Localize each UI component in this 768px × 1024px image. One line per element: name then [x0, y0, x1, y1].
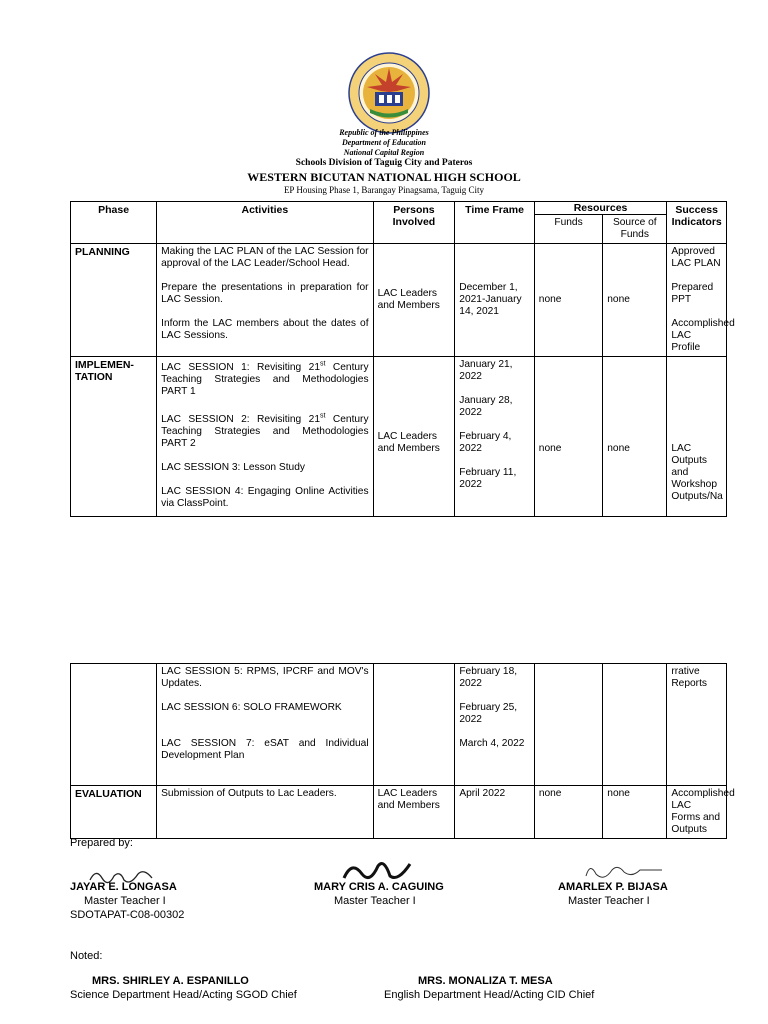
evaluation-activity: Submission of Outputs to Lac Leaders. — [157, 786, 373, 839]
phase-planning: PLANNING — [71, 244, 157, 357]
time-3: February 4, 2022 — [459, 431, 512, 454]
evaluation-funds: none — [534, 786, 602, 839]
implementation-persons: LAC Leaders and Members — [373, 357, 455, 517]
planning-activities — [157, 244, 373, 357]
noted-name-1: MRS. SHIRLEY A. ESPANILLO — [92, 975, 249, 987]
header-resources: Resources — [534, 202, 667, 215]
phase-evaluation: EVALUATION — [71, 786, 157, 839]
prepared-name-3: AMARLEX P. BIJASA — [558, 881, 668, 893]
time-5: February 18, 2022 — [459, 666, 518, 689]
session-5: LAC SESSION 5: RPMS, IPCRF and MOV's Updates. — [161, 666, 369, 689]
header-activities: Activities — [157, 202, 373, 244]
implementation-activities — [157, 357, 373, 517]
noted-name-2: MRS. MONALIZA T. MESA — [418, 975, 553, 987]
header-phase: Phase — [71, 202, 157, 244]
planning-indicator-3: Accomplished LAC Profile — [671, 318, 735, 353]
noted-title-1: Science Department Head/Acting SGOD Chief — [70, 989, 297, 1001]
evaluation-indicator: Accomplished LAC Forms and Outputs — [667, 786, 727, 839]
planning-activity-1: Making the LAC PLAN of the LAC Session for approval of the LAC Leader/School Head. — [161, 246, 369, 269]
planning-indicator-2: Prepared PPT — [671, 282, 714, 305]
header-source: Source of Funds — [603, 215, 667, 244]
table-row-evaluation — [71, 786, 727, 839]
implementation-funds-cont — [534, 664, 602, 786]
session-1: LAC SESSION 1: Revisiting 21st Century Teaching Strategies and Methodologies PART 1 — [161, 361, 369, 398]
republic-line: Republic of the Philippines — [339, 128, 429, 137]
school-name: WESTERN BICUTAN NATIONAL HIGH SCHOOL — [247, 170, 521, 184]
school-address: EP Housing Phase 1, Barangay Pinagsama, Taguig City — [283, 185, 485, 195]
time-1: January 21, 2022 — [459, 359, 513, 382]
header-time-frame: Time Frame — [455, 202, 535, 244]
planning-time: December 1, 2021-January 14, 2021 — [455, 244, 535, 357]
planning-indicators — [667, 244, 735, 357]
implementation-activities-cont — [157, 664, 373, 786]
implementation-times — [455, 357, 535, 517]
implementation-funds: none — [534, 357, 602, 517]
implementation-indicator-cont: rrative Reports — [667, 664, 727, 786]
header-funds: Funds — [534, 215, 602, 244]
phase-implementation-cont — [71, 664, 157, 786]
department-line: Department of Education — [341, 138, 426, 147]
table-header-row — [71, 202, 727, 215]
planning-activity-2: Prepare the presentations in preparation for LAC Session. — [161, 282, 369, 305]
phase-implementation: IMPLEMEN-TATION — [71, 357, 157, 517]
prepared-title-3: Master Teacher I — [568, 895, 650, 907]
planning-persons: LAC Leaders and Members — [373, 244, 455, 357]
time-7: March 4, 2022 — [459, 738, 525, 749]
implementation-indicator: LAC Outputs and Workshop Outputs/Na — [667, 357, 727, 517]
session-7: LAC SESSION 7: eSAT and Individual Development Plan — [161, 738, 369, 761]
division-line: Schools Division of Taguig City and Pateros — [295, 158, 473, 168]
session-6: LAC SESSION 6: SOLO FRAMEWORK — [161, 702, 342, 713]
prepared-title-2: Master Teacher I — [334, 895, 416, 907]
session-4: LAC SESSION 4: Engaging Online Activities via ClassPoint. — [161, 485, 369, 509]
region-line: National Capital Region — [343, 148, 425, 157]
session-3: LAC SESSION 3: Lesson Study — [161, 461, 305, 473]
planning-indicator-1: Approved LAC PLAN — [671, 246, 721, 269]
evaluation-source: none — [603, 786, 667, 839]
implementation-times-cont — [455, 664, 535, 786]
noted-label: Noted: — [70, 950, 103, 962]
planning-source: none — [603, 244, 667, 357]
lac-plan-table — [70, 201, 735, 517]
time-4: February 11, 2022 — [459, 467, 517, 490]
prepared-name-1: JAYAR E. LONGASA — [70, 881, 177, 893]
table-row-implementation — [71, 357, 727, 517]
session-2: LAC SESSION 2: Revisiting 21st Century Teaching Strategies and Methodologies PART 2 — [161, 412, 369, 449]
header-success: Success Indicators — [667, 202, 727, 244]
prepared-by-label: Prepared by: — [70, 837, 133, 849]
planning-funds: none — [534, 244, 602, 357]
evaluation-time: April 2022 — [455, 786, 535, 839]
table-row-implementation-cont — [71, 664, 727, 786]
document-code: SDOTAPAT-C08-00302 — [70, 909, 185, 921]
table-row-planning — [71, 244, 727, 357]
time-2: January 28, 2022 — [459, 395, 513, 418]
lac-plan-table-continued — [70, 663, 735, 839]
evaluation-persons: LAC Leaders and Members — [373, 786, 455, 839]
prepared-title-1: Master Teacher I — [84, 895, 166, 907]
implementation-source-cont — [603, 664, 667, 786]
school-seal-logo — [348, 52, 430, 134]
noted-title-2: English Department Head/Acting CID Chief — [384, 989, 595, 1001]
implementation-persons-cont — [373, 664, 455, 786]
header-persons: Persons Involved — [373, 202, 455, 244]
planning-activity-3: Inform the LAC members about the dates of LAC Sessions. — [161, 318, 369, 341]
time-6: February 25, 2022 — [459, 702, 518, 725]
prepared-name-2: MARY CRIS A. CAGUING — [314, 881, 444, 893]
implementation-source: none — [603, 357, 667, 517]
